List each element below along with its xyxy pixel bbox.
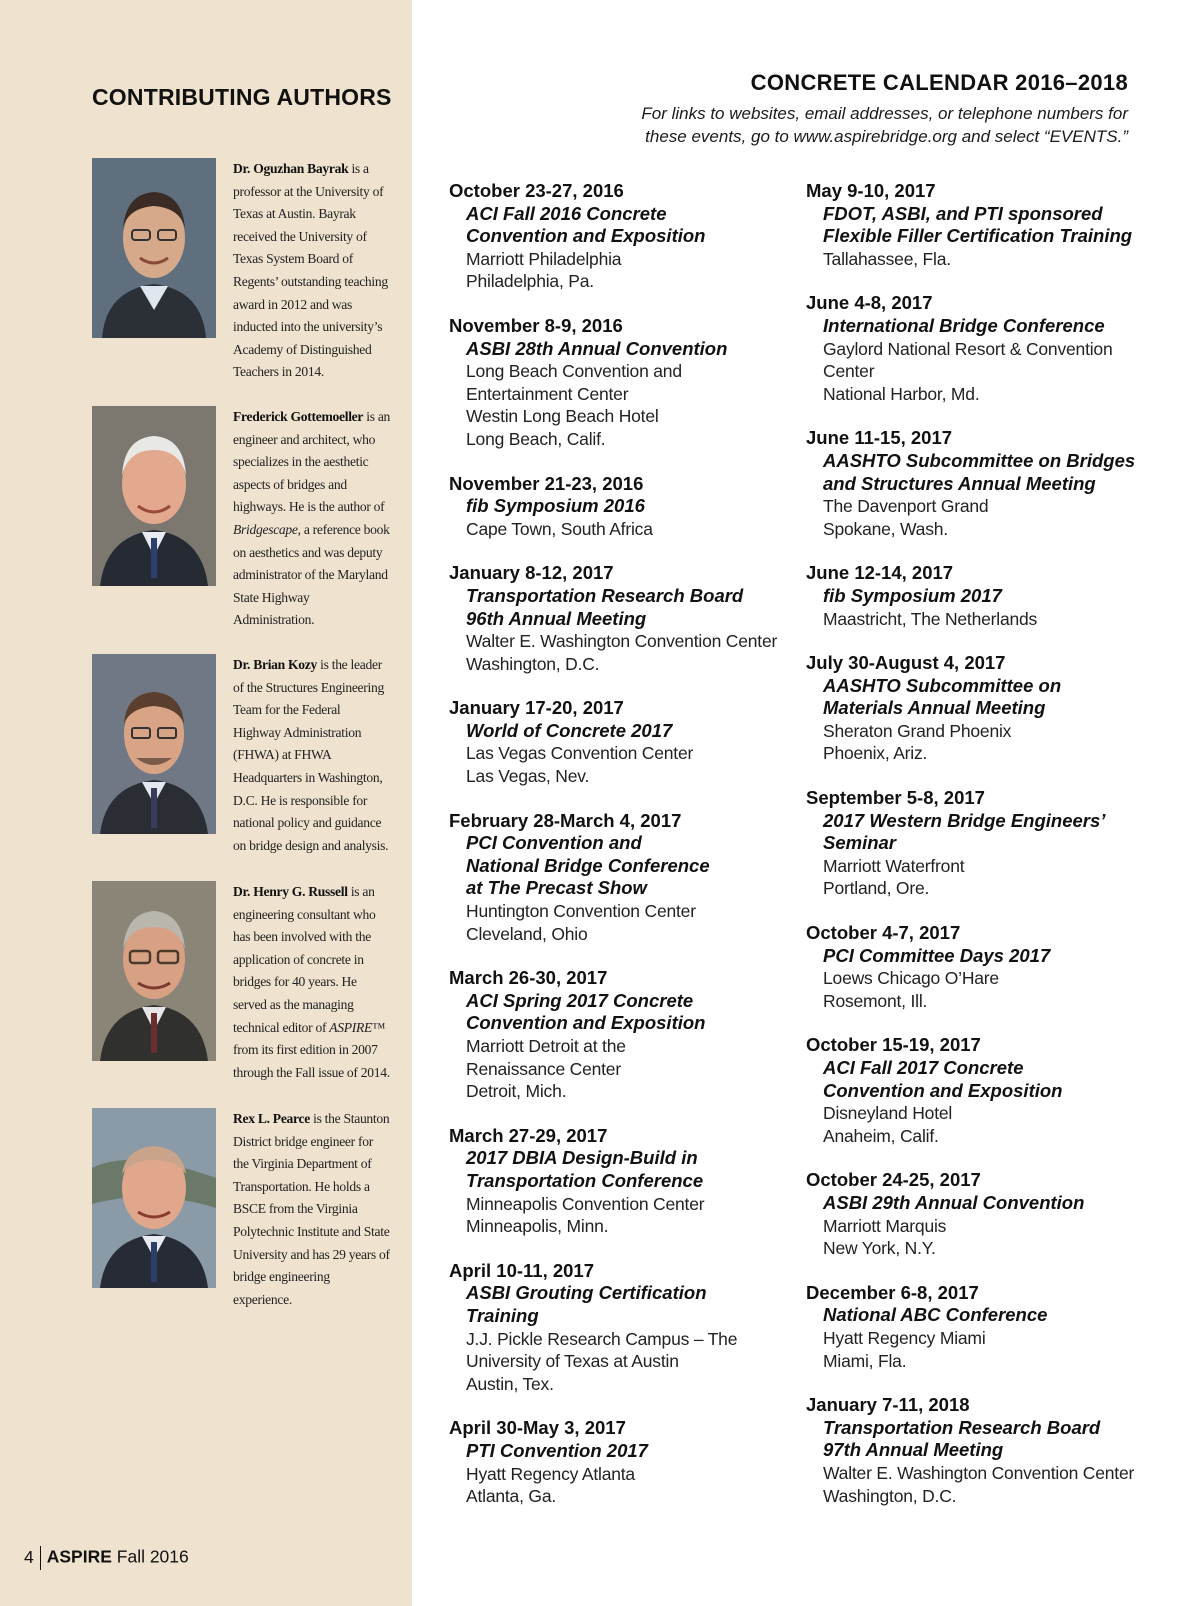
event-location: Anaheim, Calif. (823, 1125, 939, 1146)
calendar-event (806, 787, 1146, 900)
event-title: Transportation Research Board (823, 1416, 1101, 1438)
event-location: Miami, Fla. (823, 1350, 907, 1371)
calendar-event (449, 562, 789, 675)
author-bio (233, 881, 391, 1084)
event-date: January 8-12, 2017 (449, 562, 614, 584)
calendar-event (806, 292, 1146, 405)
author-photo (92, 881, 216, 1061)
calendar-event (449, 315, 789, 451)
calendar-event (806, 180, 1146, 270)
page-footer (24, 1546, 189, 1570)
calendar-subtitle-line: For links to websites, email addresses, or telephone numbers for (641, 104, 1128, 123)
event-location: University of Texas at Austin (466, 1351, 679, 1372)
event-title: PCI Convention and (466, 832, 642, 854)
event-location: J.J. Pickle Research Campus – The (466, 1328, 738, 1349)
event-date: June 4-8, 2017 (806, 292, 933, 314)
calendar-event (449, 1125, 789, 1238)
calendar-event (806, 1394, 1146, 1507)
event-date: November 8-9, 2016 (449, 314, 623, 336)
author-name: Dr. Oguzhan Bayrak (233, 161, 349, 176)
author-bio-text: is an engineering consultant who has been involved with the application of concrete in bridges for 40 years. He served as the managing technical editor of (233, 884, 376, 1035)
author-photo (92, 654, 216, 834)
author-bio (233, 654, 391, 857)
event-title: Convention and Exposition (823, 1079, 1063, 1101)
event-location: Long Beach, Calif. (466, 428, 606, 449)
event-date: June 11-15, 2017 (806, 427, 953, 449)
author-bio (233, 158, 391, 384)
calendar-event (449, 697, 789, 787)
event-location: Walter E. Washington Convention Center (823, 1462, 1135, 1483)
event-location: Phoenix, Ariz. (823, 743, 928, 764)
event-title: Transportation Conference (466, 1169, 704, 1191)
calendar-title: CONCRETE CALENDAR 2016–2018 (750, 70, 1128, 95)
author-bio-text: is the leader of the Structures Engineering Team for the Federal Highway Administration (FHWA) at FHWA Headquarters in Washington, D.C. He is responsible for national policy and guidance on bridge design and analysis. (233, 657, 389, 853)
event-title: Flexible Filler Certification Training (823, 225, 1133, 247)
event-date: July 30-August 4, 2017 (806, 652, 1006, 674)
event-title: Convention and Exposition (466, 1012, 706, 1034)
event-title: ACI Spring 2017 Concrete (466, 989, 694, 1011)
event-location: Atlanta, Ga. (466, 1486, 557, 1507)
event-title: ACI Fall 2017 Concrete (823, 1057, 1024, 1078)
event-location: Gaylord National Resort & Convention (823, 338, 1113, 359)
portrait-icon (92, 1108, 216, 1288)
event-location: Loews Chicago O’Hare (823, 968, 999, 989)
event-title: World of Concrete 2017 (466, 719, 673, 741)
event-title: 97th Annual Meeting (823, 1439, 1004, 1461)
event-location: Spokane, Wash. (823, 518, 948, 539)
event-title: ASBI 28th Annual Convention (466, 337, 728, 359)
calendar-column-right (806, 180, 1146, 1529)
event-location: Disneyland Hotel (823, 1103, 953, 1124)
portrait-icon (92, 406, 216, 586)
author-bio-italic: Bridgescape (233, 521, 298, 537)
event-location: Las Vegas, Nev. (466, 766, 590, 787)
event-location: Marriott Marquis (823, 1215, 947, 1236)
author-bio (233, 1108, 391, 1311)
event-date: October 24-25, 2017 (806, 1169, 981, 1191)
event-location: Rosemont, Ill. (823, 990, 928, 1011)
calendar-event (449, 967, 789, 1103)
event-title: AASHTO Subcommittee on Bridges (823, 449, 1136, 471)
calendar-subtitle (641, 102, 1128, 148)
event-title: Seminar (823, 832, 897, 854)
event-date: October 23-27, 2016 (449, 180, 624, 201)
author-name: Rex L. Pearce (233, 1111, 310, 1126)
event-title: PTI Convention 2017 (466, 1439, 648, 1461)
event-date: October 4-7, 2017 (806, 922, 961, 944)
event-date: October 15-19, 2017 (806, 1034, 981, 1056)
event-title: and Structures Annual Meeting (823, 472, 1096, 494)
event-title: ASBI 29th Annual Convention (823, 1191, 1085, 1213)
author-name: Dr. Brian Kozy (233, 657, 318, 672)
event-date: September 5-8, 2017 (806, 787, 985, 809)
footer-divider (40, 1546, 41, 1570)
event-location: Huntington Convention Center (466, 901, 696, 922)
portrait-icon (92, 654, 216, 834)
event-location: Marriott Detroit at the (466, 1036, 626, 1056)
event-title: Training (466, 1304, 539, 1326)
calendar-event (806, 652, 1146, 765)
event-location: Westin Long Beach Hotel (466, 406, 659, 427)
event-title: International Bridge Conference (823, 314, 1105, 336)
event-title: 2017 DBIA Design-Build in (466, 1147, 698, 1169)
event-title: AASHTO Subcommittee on (823, 674, 1062, 696)
magazine-brand: ASPIRE (46, 1546, 112, 1567)
author-bio-text: is a professor at the University of Texas at Austin. Bayrak received the University of Texas System Board of Regents’ outstanding teaching award in 2012 and was inducted into the university’s Academy of Distinguished Teachers in 2014. (233, 161, 388, 380)
author-bio-text: is an engineer and architect, who specializes in the aesthetic aspects of bridges and highways. He is the author of (233, 409, 391, 515)
event-date: April 30-May 3, 2017 (449, 1417, 626, 1439)
event-title: ASBI Grouting Certification (466, 1282, 707, 1304)
event-location: Tallahassee, Fla. (823, 248, 951, 269)
event-date: January 7-11, 2018 (806, 1394, 970, 1416)
event-date: May 9-10, 2017 (806, 180, 936, 201)
event-location: Hyatt Regency Atlanta (466, 1463, 635, 1484)
event-title: 96th Annual Meeting (466, 607, 647, 629)
author-photo (92, 406, 216, 586)
event-location: Portland, Ore. (823, 878, 930, 899)
calendar-event (806, 562, 1146, 630)
event-location: Walter E. Washington Convention Center (466, 631, 778, 652)
page-number: 4 (24, 1546, 34, 1567)
event-location: Cleveland, Ohio (466, 923, 588, 944)
event-date: December 6-8, 2017 (806, 1281, 979, 1303)
calendar-event (449, 473, 789, 541)
portrait-icon (92, 158, 216, 338)
author-bio (233, 406, 391, 632)
event-date: January 17-20, 2017 (449, 697, 624, 719)
event-location: New York, N.Y. (823, 1238, 936, 1259)
event-date: March 26-30, 2017 (449, 967, 608, 989)
event-location: Sheraton Grand Phoenix (823, 720, 1012, 741)
event-location: Renaissance Center (466, 1058, 621, 1079)
event-title: National Bridge Conference (466, 854, 710, 876)
author-photo (92, 1108, 216, 1288)
calendar-event (806, 427, 1146, 540)
event-location: Center (823, 361, 875, 382)
event-title: FDOT, ASBI, and PTI sponsored (823, 202, 1103, 224)
event-date: February 28-March 4, 2017 (449, 809, 682, 831)
calendar-event (449, 810, 789, 946)
event-location: Minneapolis Convention Center (466, 1193, 705, 1214)
event-location: Las Vegas Convention Center (466, 743, 694, 764)
calendar-event (806, 1169, 1146, 1259)
event-date: March 27-29, 2017 (449, 1124, 608, 1146)
calendar-event (806, 922, 1146, 1012)
calendar-column-left (449, 180, 789, 1530)
event-title: fib Symposium 2017 (823, 584, 1002, 606)
author-bio-text: , a reference book on aesthetics and was deputy administrator of the Maryland State Highway Administration. (233, 521, 390, 628)
event-location: Cape Town, South Africa (466, 518, 653, 539)
event-location: Detroit, Mich. (466, 1081, 567, 1102)
issue-label: Fall 2016 (116, 1546, 189, 1567)
event-title: 2017 Western Bridge Engineers’ (823, 809, 1106, 831)
event-date: November 21-23, 2016 (449, 472, 644, 494)
calendar-event (449, 180, 789, 293)
event-location: Washington, D.C. (466, 653, 600, 674)
event-title: Convention and Exposition (466, 225, 706, 247)
author-bio-italic: ASPIRE (329, 1019, 373, 1035)
author-name: Frederick Gottemoeller (233, 409, 364, 424)
calendar-header (641, 70, 1128, 148)
event-location: Maastricht, The Netherlands (823, 608, 1038, 629)
event-location: Marriott Waterfront (823, 855, 965, 876)
event-title: Materials Annual Meeting (823, 697, 1046, 719)
author-bio-text: is the Staunton District bridge engineer for the Virginia Department of Transportation. He holds a BSCE from the Virginia Polytechnic Institute and State University and has 29 years of bridge engineering experience. (233, 1111, 390, 1307)
event-date: April 10-11, 2017 (449, 1259, 595, 1281)
event-location: Washington, D.C. (823, 1485, 957, 1506)
event-title: fib Symposium 2016 (466, 495, 645, 517)
event-location: Hyatt Regency Miami (823, 1327, 986, 1348)
event-location: Austin, Tex. (466, 1373, 554, 1394)
event-date: June 12-14, 2017 (806, 562, 954, 584)
authors-sidebar (0, 0, 412, 1606)
calendar-event (449, 1260, 789, 1396)
calendar-event (449, 1417, 789, 1507)
author-name: Dr. Henry G. Russell (233, 884, 348, 899)
event-location: Marriott Philadelphia (466, 248, 622, 269)
event-location: Philadelphia, Pa. (466, 271, 594, 292)
calendar-subtitle-line: these events, go to www.aspirebridge.org and select “EVENTS.” (645, 127, 1128, 146)
event-location: National Harbor, Md. (823, 383, 980, 404)
event-location: Long Beach Convention and (466, 361, 682, 382)
event-title: ACI Fall 2016 Concrete (466, 202, 667, 224)
event-location: The Davenport Grand (823, 496, 989, 517)
portrait-icon (92, 881, 216, 1061)
sidebar-heading: CONTRIBUTING AUTHORS (92, 84, 392, 110)
event-title: Transportation Research Board (466, 584, 744, 606)
author-bio-text: ™ from its first edition in 2007 through the Fall issue of 2014. (233, 1019, 390, 1080)
event-title: at The Precast Show (466, 877, 647, 899)
author-photo (92, 158, 216, 338)
event-title: National ABC Conference (823, 1304, 1048, 1326)
event-title: PCI Committee Days 2017 (823, 944, 1051, 966)
calendar-event (806, 1282, 1146, 1372)
event-location: Minneapolis, Minn. (466, 1216, 609, 1237)
event-location: Entertainment Center (466, 383, 629, 404)
calendar-event (806, 1034, 1146, 1147)
